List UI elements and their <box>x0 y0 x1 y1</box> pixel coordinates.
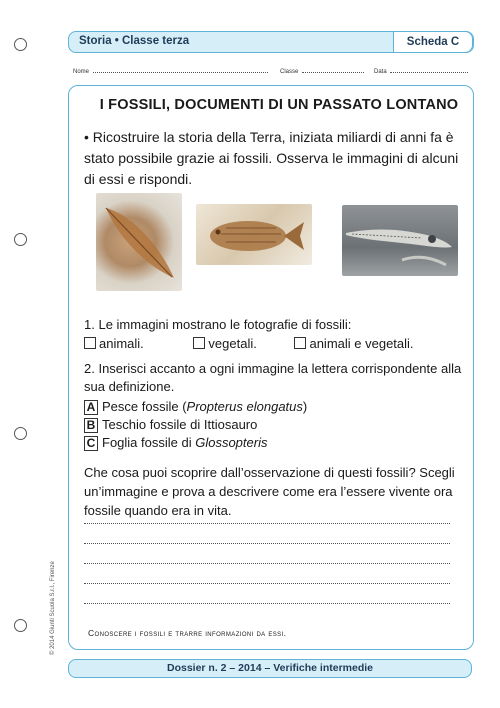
copyright: © 2014 Giunti Scuola S.r.l., Firenze <box>50 561 56 655</box>
name-field[interactable] <box>93 67 268 73</box>
question-2 <box>84 360 469 452</box>
binder-hole <box>14 619 27 632</box>
fish-fossil-photo <box>196 204 312 265</box>
checkbox-vegetali[interactable] <box>193 337 205 349</box>
sheet-label: Scheda C <box>393 31 473 53</box>
letter-box-b: B <box>84 418 98 433</box>
letter-box-c: C <box>84 436 98 451</box>
class-label: Classe <box>280 69 299 75</box>
header-bar <box>68 31 474 53</box>
learning-objective: Conoscere i fossili e trarre informazioni da essi. <box>88 628 287 638</box>
definition-item: B Teschio fossile di Ittiosauro <box>84 416 469 434</box>
option-animali: animali. <box>99 336 144 351</box>
checkbox-animali[interactable] <box>84 337 96 349</box>
question-3: Che cosa puoi scoprire dall’osservazione di questi fossili? Scegli un’immagine e prova a descrivere come era l’essere vivente ora fossile quando era in vita. <box>84 465 455 518</box>
question-1-number: 1. <box>84 317 95 332</box>
option-vegetali: vegetali. <box>208 336 257 351</box>
question-1 <box>84 316 469 353</box>
option-animali-vegetali: animali e vegetali. <box>309 336 414 351</box>
definition-item: C Foglia fossile di Glossopteris <box>84 434 469 452</box>
letter-box-a: A <box>84 400 98 415</box>
checkbox-animali-vegetali[interactable] <box>294 337 306 349</box>
binder-hole <box>14 427 27 440</box>
subject-label: Storia • Classe terza <box>79 35 190 47</box>
question-2-number: 2. <box>84 361 95 376</box>
definition-item: A Pesce fossile (Propterus elongatus) <box>84 398 469 416</box>
answer-line[interactable] <box>84 583 450 584</box>
binder-hole <box>14 233 27 246</box>
answer-line[interactable] <box>84 563 450 564</box>
answer-line[interactable] <box>84 523 450 524</box>
answer-line[interactable] <box>84 543 450 544</box>
question-2-text: Inserisci accanto a ogni immagine la lettera corrispondente alla sua definizione. <box>84 361 462 394</box>
class-field[interactable] <box>302 67 364 73</box>
ichthyosaur-skull-photo <box>342 205 458 276</box>
question-1-text: Le immagini mostrano le fotografie di fossili: <box>98 317 352 332</box>
date-field[interactable] <box>390 67 468 73</box>
binder-hole <box>14 38 27 51</box>
name-label: Nome <box>73 69 90 75</box>
date-label: Data <box>374 69 387 75</box>
leaf-fossil-photo <box>96 193 182 291</box>
intro-text: • Ricostruire la storia della Terra, iniziata miliardi di anni fa è stato possibile grazie ai fossili. Osserva le immagini di alcuni di essi e rispondi. <box>84 129 459 187</box>
page-title: I FOSSILI, DOCUMENTI DI UN PASSATO LONTANO <box>99 97 459 113</box>
footer-bar: Dossier n. 2 – 2014 – Verifiche intermedie <box>68 659 472 678</box>
answer-line[interactable] <box>84 603 450 604</box>
